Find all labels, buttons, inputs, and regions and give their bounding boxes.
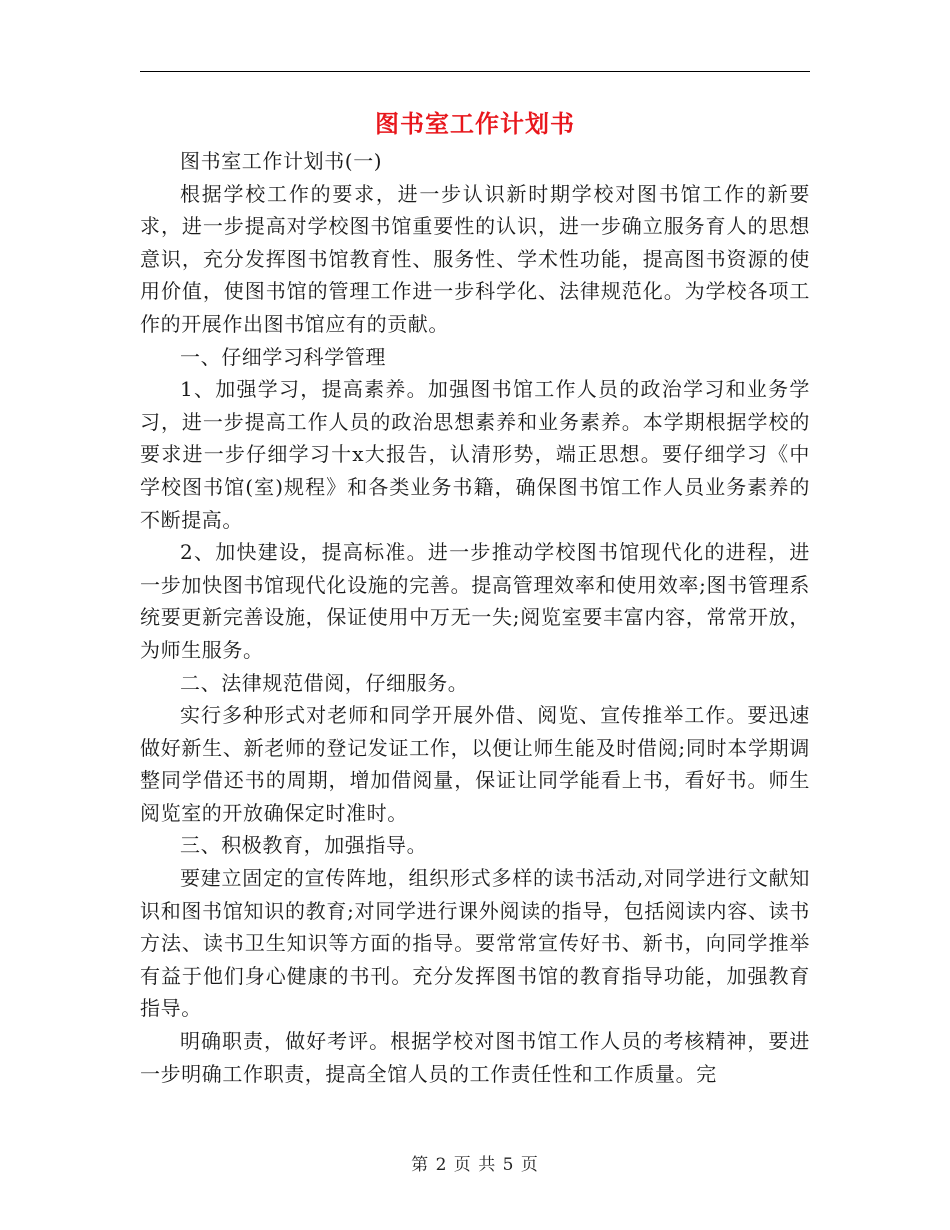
document-title: 图书室工作计划书 xyxy=(375,109,575,138)
page-number-footer: 第 2 页 共 5 页 xyxy=(411,1155,539,1175)
document-body xyxy=(140,145,810,1090)
paragraph: 实行多种形式对老师和同学开展外借、阅览、宣传推举工作。要迅速做好新生、新老师的登记发证工作，以便让师生能及时借阅;同时本学期调整同学借还书的周期，增加借阅量，保证让同学能看上书，看好书。师生阅览室的开放确保定时准时。 xyxy=(140,703,810,825)
section-heading: 二、法律规范借阅，仔细服务。 xyxy=(180,670,469,695)
paragraph: 明确职责，做好考评。根据学校对图书馆工作人员的考核精神，要进一步明确工作职责，提高全馆人员的工作责任性和工作质量。完 xyxy=(140,1029,810,1086)
paragraph: 要建立固定的宣传阵地，组织形式多样的读书活动,对同学进行文献知识和图书馆知识的教育;对同学进行课外阅读的指导，包括阅读内容、读书方法、读书卫生知识等方面的指导。要常常宣传好书、新书，向同学推举有益于他们身心健康的书刊。充分发挥图书馆的教育指导功能，加强教育指导。 xyxy=(140,866,810,1021)
paragraph: 2、加快建设，提高标准。进一步推动学校图书馆现代化的进程，进一步加快图书馆现代化设施的完善。提高管理效率和使用效率;图书管理系统要更新完善设施，保证使用中万无一失;阅览室要丰富内容，常常开放，为师生服务。 xyxy=(140,540,810,662)
section-heading: 图书室工作计划书(一) xyxy=(180,149,383,173)
section-heading: 一、仔细学习科学管理 xyxy=(180,344,386,369)
section-heading: 三、积极教育，加强指导。 xyxy=(180,833,428,858)
paragraph: 根据学校工作的要求，进一步认识新时期学校对图书馆工作的新要求，进一步提高对学校图书馆重要性的认识，进一步确立服务育人的思想意识，充分发挥图书馆教育性、服务性、学术性功能，提高图书资源的使用价值，使图书馆的管理工作进一步科学化、法律规范化。为学校各项工作的开展作出图书馆应有的贡献。 xyxy=(140,181,810,336)
header-rule xyxy=(140,71,810,72)
paragraph: 1、加强学习，提高素养。加强图书馆工作人员的政治学习和业务学习，进一步提高工作人员的政治思想素养和业务素养。本学期根据学校的要求进一步仔细学习十x大报告，认清形势，端正思想。要仔细学习《中学校图书馆(室)规程》和各类业务书籍，确保图书馆工作人员业务素养的不断提高。 xyxy=(140,377,810,532)
